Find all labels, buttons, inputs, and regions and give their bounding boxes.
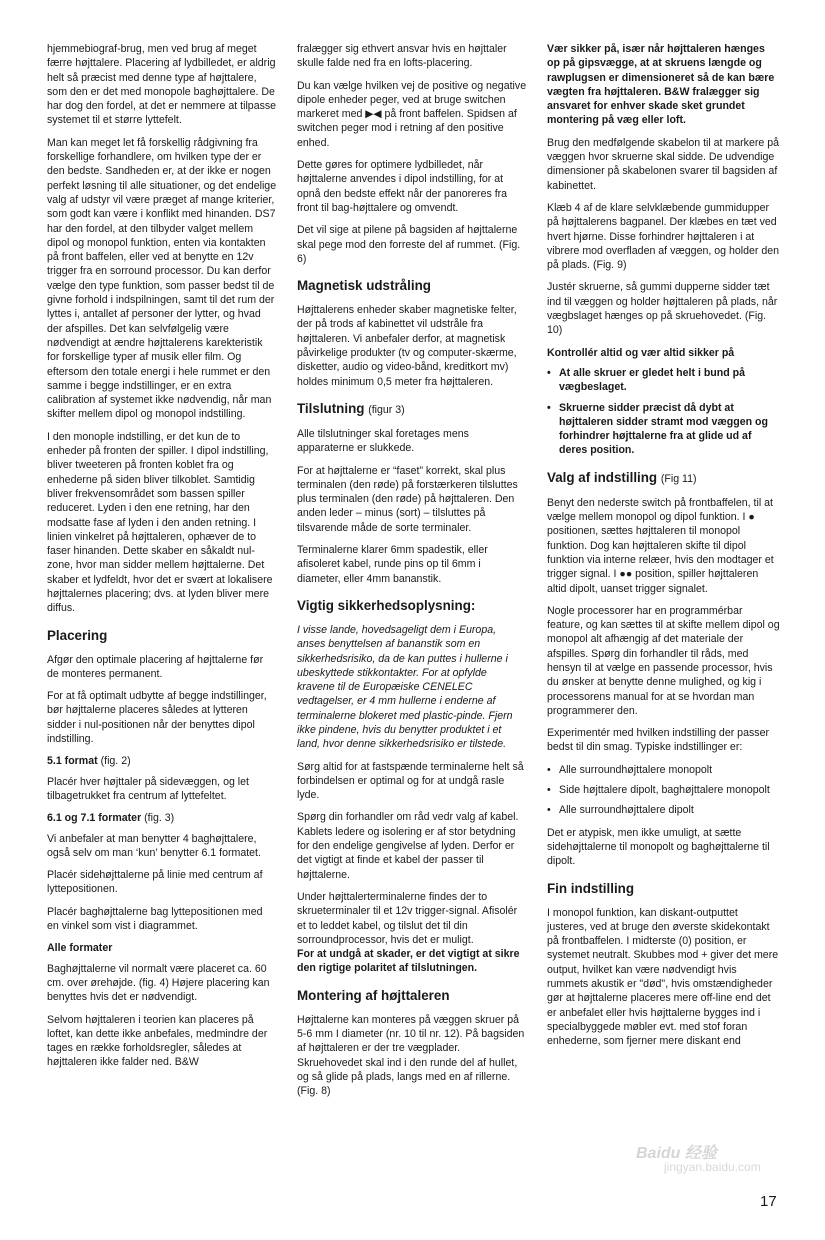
paragraph: Dette gøres for optimere lydbilledet, når højttalerne anvendes i dipol indstilling, for at opnå den bedste effekt når der panoreres fra front til bag-højttalere og omvendt.	[297, 159, 508, 214]
paragraph: Justér skruerne, så gummi dupperne sidder tæt ind til væggen og holder højttaleren på plads, når vægbslaget hænges op på skruehovedet. (Fig. 10)	[547, 281, 778, 337]
paragraph: Benyt den nederste switch på frontbaffelen, til at vælge mellem monopol og dipol funktion. I ● positionen, sættes højttaleren til monopol funktion. Dog kan højttaleren skifte til dipol funktion via interne relæer, hvis den modtager et trigger signal. I ●● position, spiller højttaleren altid dipolt, uanset trigger signalet.	[547, 496, 774, 595]
watermark-logo: Baidu 经验	[636, 1145, 717, 1162]
paragraph: Klæb 4 af de klare selvklæbende gummidupper på højttalerens bagpanel. Der klæbes en tæt ved hvert hjørne. Disse forhindrer højttaleren i at vibrere mod overfladen af væggen, og holder den på plads. (Fig. 9)	[547, 201, 780, 272]
subheading-alle-formater: Alle formater	[47, 942, 113, 955]
paragraph: Spørg din forhandler om råd vedr valg af kabel. Kablets ledere og isolering er af stor betydning for den endelige gengivelse af lyden. Derfor er det vigtigt at finde et kabel der passer til højttalerne.	[297, 811, 519, 881]
list-item: • Skruerne sidder præcist då dybt at højttaleren sidder stramt mod væggen og forhindrer højttalerne fra at glide ud af deres position.	[547, 401, 780, 458]
column-2	[297, 42, 527, 1107]
paragraph: Vi anbefaler at man benytter 4 baghøjttalere, også selv om man ‘kun’ benytter 6.1 formatet.	[47, 832, 261, 859]
paragraph: I monopol funktion, kan diskant-outputtet justeres, ved at bruge den øverste skidekontakt på frontbaffelen. I midterste (0) position, er systemet neutralt. Skubbes mod + giver det mere output, hvilket kan være nødvendigt hvis rummets akustik er "død", hvis omstændigheder gør at højttalerne placeres mere off-line end det er anbefalet eller hvis højttalerne bygges ind i specialbyggede møbler evt. med stof foran enhederne, som fjerner mere diskant end	[547, 906, 779, 1048]
paragraph: Terminalerne klarer 6mm spadestik, eller afisoleret kabel, runde pins op til 6mm i diameter, eller 4mm bananstik.	[297, 544, 488, 585]
paragraph: Du kan vælge hvilken vej de positive og negative dipole enheder peger, ved at bruge switchen markeret med ▶◀ på front baffelen. Spidsen af switchen peger mod i retning af den positive enhed.	[297, 79, 527, 149]
safety-notice: I visse lande, hovedsageligt dem i Europa, anses benyttelsen af bananstik som en sikkerhedsrisiko, da de kan puttes i hullerne i ubeskyttede stikkontakter. For at opfylde kravene til de Europæiske CENELEC vedtagelser, er 4 mm hullerne i enderne af terminalerne blokeret med plastic-pinde. Fjern ikke pindene, hvis du benytter produktet i et land, hvor denne sikkerhedsrisiko er tilstede.	[297, 623, 513, 751]
paragraph: Brug den medfølgende skabelon til at markere på væggen hvor skruerne skal sidde. De udvendige dimensioner på skabelonen svarer til bagsiden af kabinettet.	[547, 136, 780, 192]
subheading-5-1-format: 5.1 format (fig. 2)	[47, 755, 131, 768]
heading-montering: Montering af højttaleren	[297, 987, 450, 1003]
heading-magnetisk-udstraaling: Magnetisk udstråling	[297, 278, 431, 294]
paragraph: Alle tilslutninger skal foretages mens apparaterne er slukkede.	[297, 427, 469, 455]
list-item: • Alle surroundhøjttalere monopolt	[547, 763, 780, 777]
column-1	[47, 42, 277, 1078]
paragraph: Det vil sige at pilene på bagsiden af højttalerne skal pege mod den forreste del af rummet. (Fig. 6)	[297, 224, 521, 265]
paragraph: Sørg altid for at fastspænde terminalerne helt så forbindelsen er optimal og for at undgå rasle lyde.	[297, 760, 524, 802]
list-item: • Alle surroundhøjttalere dipolt	[547, 803, 780, 817]
list-item: • Side højttalere dipolt, baghøjttalere monopolt	[547, 783, 780, 797]
heading-valg-af-indstilling: Valg af indstilling (Fig 11)	[547, 469, 697, 485]
paragraph: For at få optimalt udbytte af begge indstillinger, bør højttalerne placeres således at lytteren sidder i nul-positionen når der benyttes dipol indstilling.	[47, 690, 267, 746]
subheading-6-1-7-1-formater: 6.1 og 7.1 formater (fig. 3)	[47, 812, 175, 825]
page-number: 17	[760, 1193, 777, 1210]
paragraph: Selvom højttaleren i teorien kan placeres på loftet, kan dette ikke anbefales, medmindre der tages en række forholdsregler, således at højttaleren ikke falder ned. B&W	[47, 1013, 268, 1069]
heading-tilslutning: Tilslutning (figur 3)	[297, 400, 405, 416]
paragraph: Placér sidehøjttalerne på linie med centrum af lyttepositionen.	[47, 869, 263, 896]
list-item: • At alle skruer er gledet helt i bund på vægbeslaget.	[547, 366, 780, 395]
paragraph: fralægger sig ethvert ansvar hvis en højttaler skulle falde ned fra en lofts-placering.	[297, 43, 507, 70]
heading-placering: Placering	[47, 627, 108, 643]
paragraph: Nogle processorer har en programmérbar feature, og kan sættes til at skifte mellem dipol og monopol alt afhængig af det materiale der afspilles. Spørg din forhandler til råds, med hensyn til at vælge en passende processor, hvis du ønsker at benytte denne mulighed, og kig i processorens manual for at se hvordan man programmerer den.	[547, 604, 780, 717]
paragraph: Placér hver højttaler på sidevæggen, og let tilbagetrukket fra centrum af lyttefeltet.	[47, 775, 249, 802]
column-3	[547, 42, 780, 1057]
paragraph: I den monople indstilling, er det kun de to enheder på fronten der spiller. I dipol indstilling, bliver tweeteren på fronten koblet fra og enhederne på siden bliver tilkoblet. Samtidig bliver frekvensområdet som bassen spiller reduceret. Lyden i den ene retning, har den modsatte fase af lyden i den anden retning. I linien vinkelret på højttaleren, ophæver de to faser hinanden. Dette skaber en såkaldt nul-zone, hvor man sidder mellem højttalerne. Det skaber et lydfeldt, hvor det er svært at lokalisere højttalernes placering; dvs. at lyden bliver mere diffus.	[47, 430, 273, 615]
mounting-warning: Vær sikker på, især når højttaleren hænges op på gipsvægge, at at skruens længde og rawplugsen er dimensioneret så de kan bære vægten fra højttaleren. B&W fralægger sig ansvaret for enhver skade sket grundet montering på væg eller loft.	[547, 43, 775, 127]
watermark-url: jingyan.baidu.com	[664, 1160, 761, 1174]
paragraph: Det er atypisk, men ikke umuligt, at sætte sidehøjttalerne til monopolt og baghøjttalerne til dipolt.	[547, 826, 770, 868]
paragraph: Placér baghøjttalerne bag lyttepositionen med en vinkel som vist i diagrammet.	[47, 905, 263, 933]
paragraph: hjemmebiograf-brug, men ved brug af meget færre højttalere. Placering af lydbilledet, er aldrig helt så præcist med denne type af højttalere, som den er det med monopole baghøjttalere. De har dog den fordel, at det er nemmere at tilpasse systemet til et større lyttefelt.	[47, 43, 277, 127]
paragraph: Afgør den optimale placering af højttalerne før de monteres permanent.	[47, 653, 264, 680]
paragraph: Højttalerne kan monteres på væggen skruer på 5-6 mm I diameter (nr. 10 til nr. 12). På bagsiden af højttaleren er der tre vægplader. Skruehovedet skal ind i den runde del af hullet, og så glide på plads, langs med en af rillerne. (Fig. 8)	[297, 1013, 525, 1098]
paragraph: Experimentér med hvilken indstilling der passer bedst til din smag. Typiske indstillinger er:	[547, 727, 769, 754]
paragraph: For at højttalerne er “faset” korrekt, skal plus terminalen (den røde) på forstærkeren tilsluttes plus terminalen (den røde) på højttaleren. Den anden leder – minus (sort) – tilsluttes på tilsvarende måde de sorte terminaler.	[297, 464, 518, 534]
paragraph: Højttalerens enheder skaber magnetiske felter, der på trods af kabinettet vil udstråle fra højttaleren. Vi anbefaler derfor, at magnetisk påvirkelige produkter (tv og computer-skærme, disketter, audio og video-bånd, kreditkort mv) holdes minimum 0,5 meter fra højttaleren.	[297, 304, 517, 388]
paragraph: Man kan meget let få forskellig rådgivning fra forskellige forhandlere, om hvilken type der er den bedste. Sandheden er, at der ikke er nogen perfekt løsning til alle situationer, og det endelige valg af udstyr vil være præget af mange kriterier, som godt kan være i konflikt med hinanden. DS7 har den fordel, at den tilbyder valget mellem dipol og monopol funktion, enten via kontakten på front baffelen, eller ved at benytte en 12v trigger fra en sorround processor. Du kan derfor vælge den type funktion, som passer bedst til de givne forhold i indspilningen, samt til det rum der lyttes i, antallet af personer der lytter, og hvad der afspilles. Det kan selvfølgelig være nødvendigt at ændre højttalerens karekteristik for forskellige typer af musik eller film. Og eftersom den totale energi i hele rummet er den samme i begge indstillinger, er en extra calibration af systemet ikke nødvendig, når man skifter mellem dipol og monopol indstilling.	[47, 136, 277, 421]
paragraph: Baghøjttalerne vil normalt være placeret ca. 60 cm. over ørehøjde. (fig. 4) Højere placering kan benyttes hvis det er nødvendigt.	[47, 962, 270, 1004]
check-list	[547, 366, 780, 458]
paragraph: Under højttalerterminalerne findes der to skrueterminaler til et 12v trigger-signal. Afisolér et to leddet kabel, og tilslut det til din sorroundprocessor, hvis det er muligt. For at undgå at skader, er det vigtigt at sikre den rigtige polaritet af tilslutningen.	[297, 890, 520, 975]
heading-vigtig-sikkerhedsoplysning: Vigtig sikkerhedsoplysning:	[297, 597, 476, 613]
subheading-kontroller: Kontrollér altid og vær altid sikker på	[547, 346, 735, 359]
heading-fin-indstilling: Fin indstilling	[547, 880, 635, 896]
settings-list	[547, 763, 780, 818]
